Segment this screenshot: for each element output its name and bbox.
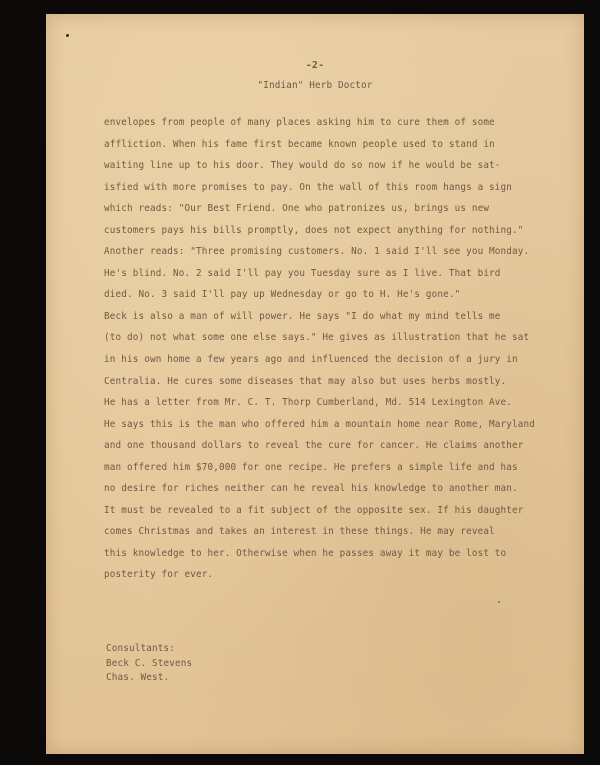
document-page xyxy=(46,14,584,754)
body-line: no desire for riches neither can he reveal his knowledge to another man. xyxy=(104,483,518,495)
body-line: this knowledge to her. Otherwise when he passes away it may be lost to xyxy=(104,547,507,559)
body-line: It must be revealed to a fit subject of the opposite sex. If his daughter xyxy=(104,504,524,516)
body-line: posterity for ever. xyxy=(104,569,214,581)
body-line: Another reads: "Three promising customers. No. 1 said I'll see you Monday. xyxy=(104,246,530,258)
consultants-heading: Consultants: xyxy=(106,643,175,654)
body-line: and one thousand dollars to reveal the cure for cancer. He claims another xyxy=(104,440,524,452)
consultants-block xyxy=(106,642,192,686)
body-line: He's blind. No. 2 said I'll pay you Tuesday sure as I live. That bird xyxy=(104,267,501,279)
body-line: customers pays his bills promptly, does not expect anything for nothing." xyxy=(104,224,524,236)
body-line: isfied with more promises to pay. On the wall of this room hangs a sign xyxy=(104,181,513,193)
body-line: in his own home a few years ago and influenced the decision of a jury in xyxy=(104,354,518,366)
page-number: -2- xyxy=(305,60,325,71)
body-line: died. No. 3 said I'll pay up Wednesday or go to H. He's gone." xyxy=(104,289,461,301)
body-line: which reads: "Our Best Friend. One who patronizes us, brings us new xyxy=(104,203,490,215)
body-line: He has a letter from Mr. C. T. Thorp Cumberland, Md. 514 Lexington Ave. xyxy=(104,397,513,409)
consultant-name: Chas. West. xyxy=(106,672,170,683)
body-line: (to do) not what some one else says." He gives as illustration that he sat xyxy=(104,332,530,344)
body-line: man offered him $70,000 for one recipe. He prefers a simple life and has xyxy=(104,461,518,473)
body-line: Centralia. He cures some diseases that may also but uses herbs mostly. xyxy=(104,375,507,387)
body-line: affliction. When his fame first became known people used to stand in xyxy=(104,138,495,150)
body-line: comes Christmas and takes an interest in these things. He may reveal xyxy=(104,526,495,538)
body-line: waiting line up to his door. They would do so now if he would be sat- xyxy=(104,160,501,172)
body-line: envelopes from people of many places asking him to cure them of some xyxy=(104,117,495,128)
body-text xyxy=(104,112,574,586)
ink-spot xyxy=(498,601,500,603)
consultant-name: Beck C. Stevens xyxy=(106,657,193,669)
document-title: "Indian" Herb Doctor xyxy=(257,80,373,91)
ink-spot xyxy=(66,34,69,37)
body-line: Beck is also a man of will power. He says "I do what my mind tells me xyxy=(104,310,501,322)
body-line: He says this is the man who offered him a mountain home near Rome, Maryland xyxy=(104,418,536,430)
